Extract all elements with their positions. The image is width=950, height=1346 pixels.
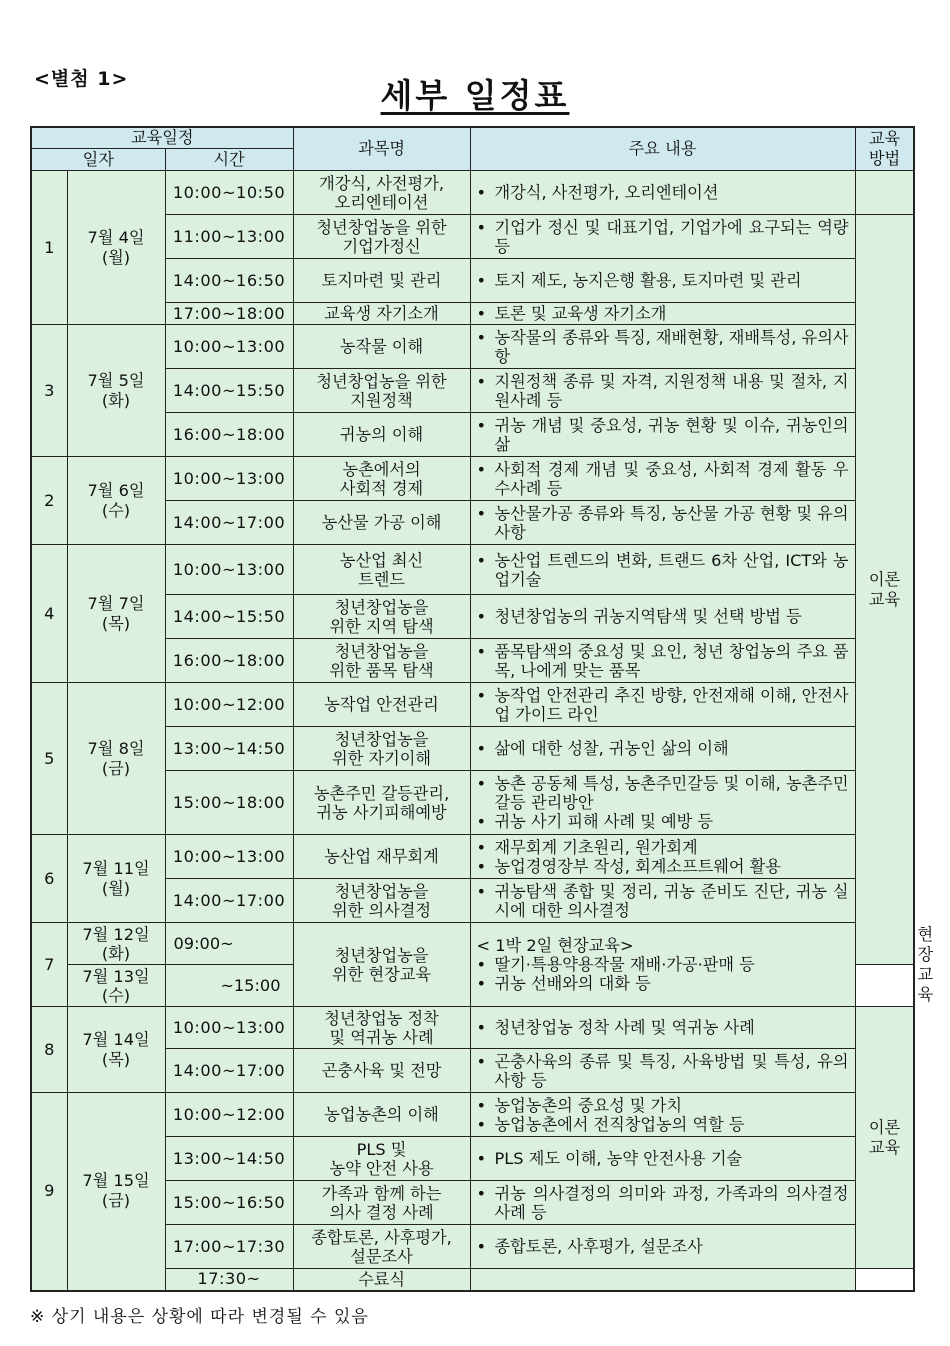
session-time: 16:00~18:00 <box>165 639 293 683</box>
session-time: 17:30~ <box>165 1269 293 1291</box>
bullet-icon: • <box>476 856 487 876</box>
content-text: 농작물의 종류와 특징, 재배현황, 재배특성, 유의사항 <box>494 327 849 366</box>
session-time: 10:00~13:00 <box>165 835 293 879</box>
table-row: 7 7월 12일 (화) 09:00~ 청년창업농을 위한 현장교육 < 1박 2일 현장교육> • 딸기·특용약용작물 재배·가공·판매 등 • 귀농 선배와의 대화 등 현장 교육 <box>31 923 914 965</box>
session-content <box>470 1049 855 1093</box>
session-content <box>470 1225 855 1269</box>
content-item <box>477 1096 849 1115</box>
header-schedule: 교육일정 <box>31 127 293 149</box>
session-time: 10:00~13:00 <box>165 457 293 501</box>
session-content <box>470 639 855 683</box>
content-item <box>477 1184 849 1222</box>
content-text: 종합토론, 사후평가, 설문조사 <box>494 1237 703 1256</box>
content-item <box>477 460 849 498</box>
session-number: 5 <box>31 683 67 835</box>
content-item <box>477 1052 849 1090</box>
session-subject: 농촌주민 갈등관리, 귀농 사기피해예방 <box>293 771 470 835</box>
session-content <box>470 771 855 835</box>
content-text: 농업농촌의 중요성 및 가치 <box>494 1095 682 1115</box>
session-subject: 가족과 함께 하는 의사 결정 사례 <box>293 1181 470 1225</box>
content-text: 농업경영장부 작성, 회계소프트웨어 활용 <box>494 856 781 876</box>
content-text: 지원정책 종류 및 자격, 지원정책 내용 및 절차, 지원사례 등 <box>494 371 849 410</box>
table-row <box>31 457 914 501</box>
session-number: 4 <box>31 545 67 683</box>
session-time: 14:00~17:00 <box>165 1049 293 1093</box>
bullet-icon: • <box>476 1149 487 1168</box>
session-time: 10:00~12:00 <box>165 1093 293 1137</box>
session-subject: 청년창업농을 위한 지역 탐색 <box>293 595 470 639</box>
content-text: 귀농 사기 피해 사례 및 예방 등 <box>494 812 714 831</box>
content-text: 귀농 개념 및 중요성, 귀농 현황 및 이슈, 귀농인의 삶 <box>494 415 849 454</box>
session-time: 13:00~14:50 <box>165 1137 293 1181</box>
content-text: 품목탐색의 중요성 및 요인, 청년 창업농의 주요 품목, 나에게 맞는 품목 <box>494 641 849 680</box>
session-content <box>470 1181 855 1225</box>
content-item <box>477 271 849 290</box>
session-subject: PLS 및 농약 안전 사용 <box>293 1137 470 1181</box>
session-subject: 청년창업농을 위한 지원정책 <box>293 369 470 413</box>
session-subject: 수료식 <box>293 1269 470 1291</box>
header-time: 시간 <box>165 149 293 171</box>
content-text: PLS 제도 이해, 농약 안전사용 기술 <box>494 1149 743 1168</box>
content-title: < 1박 2일 현장교육> <box>476 936 634 955</box>
session-time: 14:00~15:50 <box>165 369 293 413</box>
content-item <box>477 607 849 626</box>
session-content <box>470 501 855 545</box>
page-title: 세부 일정표 <box>380 76 570 115</box>
session-time: 10:00~12:00 <box>165 683 293 727</box>
session-number: 3 <box>31 325 67 457</box>
bullet-icon: • <box>476 1114 487 1134</box>
bullet-icon: • <box>476 271 487 290</box>
session-content <box>470 325 855 369</box>
content-text: 재무회계 기초원리, 원가회계 <box>494 837 698 857</box>
content-text: 사회적 경제 개념 및 중요성, 사회적 경제 활동 우수사례 등 <box>494 459 849 498</box>
session-time: 15:00~18:00 <box>165 771 293 835</box>
session-content <box>470 727 855 771</box>
session-content <box>470 369 855 413</box>
bullet-icon: • <box>476 1237 487 1256</box>
session-subject: 농산물 가공 이해 <box>293 501 470 545</box>
bullet-icon: • <box>476 685 487 705</box>
session-content <box>470 1007 855 1049</box>
content-item <box>477 974 849 993</box>
bullet-icon: • <box>476 304 487 323</box>
content-text: 토론 및 교육생 자기소개 <box>494 304 667 323</box>
session-time: 17:00~17:30 <box>165 1225 293 1269</box>
session-content <box>470 1269 855 1291</box>
method-theory: 이론 교육 <box>855 1007 914 1269</box>
content-text: 귀농 선배와의 대화 등 <box>494 974 651 993</box>
session-time: 17:00~18:00 <box>165 303 293 325</box>
session-subject: 교육생 자기소개 <box>293 303 470 325</box>
session-content <box>470 879 855 923</box>
content-text: 농산물가공 종류와 특징, 농산물 가공 현황 및 유의사항 <box>494 503 849 542</box>
bullet-icon: • <box>476 774 487 793</box>
session-number: 8 <box>31 1007 67 1093</box>
session-date: 7월 12일 (화) <box>67 923 165 965</box>
session-subject: 농산업 재무회계 <box>293 835 470 879</box>
content-item <box>477 739 849 758</box>
session-subject: 청년창업농을 위한 자기이해 <box>293 727 470 771</box>
content-text: 곤충사육의 종류 및 특징, 사육방법 및 특성, 유의사항 등 <box>494 1051 849 1090</box>
session-subject: 청년창업농을 위한 품목 탐색 <box>293 639 470 683</box>
content-item <box>477 1149 849 1168</box>
session-time: 09:00~ <box>165 923 293 965</box>
session-time: 10:00~13:00 <box>165 545 293 595</box>
content-item <box>477 504 849 542</box>
schedule-table <box>30 126 934 1292</box>
session-date: 7월 5일 (화) <box>67 325 165 457</box>
content-item <box>477 882 849 920</box>
content-item <box>477 372 849 410</box>
content-text: 청년창업농의 귀농지역탐색 및 선택 방법 등 <box>494 607 802 626</box>
session-date: 7월 8일 (금) <box>67 683 165 835</box>
header-content: 주요 내용 <box>470 127 855 171</box>
session-time: 14:00~15:50 <box>165 595 293 639</box>
content-item <box>477 642 849 680</box>
content-text: 기업가 정신 및 대표기업, 기업가에 요구되는 역량 등 <box>494 217 849 256</box>
bullet-icon: • <box>476 739 487 758</box>
content-text: 농산업 트렌드의 변화, 트랜드 6차 산업, ICT와 농업기술 <box>494 550 849 589</box>
method-cell-empty <box>855 171 914 215</box>
session-time: 10:00~10:50 <box>165 171 293 215</box>
header-date: 일자 <box>31 149 165 171</box>
session-date: 7월 4일 (월) <box>67 171 165 325</box>
session-content <box>470 545 855 595</box>
table-row <box>31 1093 914 1137</box>
session-content <box>470 923 855 1007</box>
bullet-icon: • <box>476 607 487 626</box>
content-item <box>477 183 849 202</box>
session-subject: 농작물 이해 <box>293 325 470 369</box>
session-content <box>470 413 855 457</box>
content-text: 토지 제도, 농지은행 활용, 토지마련 및 관리 <box>494 271 802 290</box>
content-item <box>477 686 849 724</box>
bullet-icon: • <box>476 881 487 901</box>
session-time: 16:00~18:00 <box>165 413 293 457</box>
content-item <box>477 955 849 974</box>
session-time: 10:00~13:00 <box>165 325 293 369</box>
session-date: 7월 15일 (금) <box>67 1093 165 1291</box>
content-item <box>477 304 849 323</box>
content-item <box>477 328 849 366</box>
bullet-icon: • <box>476 1095 487 1115</box>
session-content <box>470 595 855 639</box>
content-item <box>477 1115 849 1134</box>
attachment-label: <별첨 1> <box>34 68 129 90</box>
bullet-icon: • <box>476 1051 487 1071</box>
session-time: 11:00~13:00 <box>165 215 293 259</box>
bullet-icon: • <box>476 1183 487 1203</box>
session-time: 14:00~16:50 <box>165 259 293 303</box>
session-content <box>470 835 855 879</box>
bullet-icon: • <box>476 217 487 237</box>
content-text: 농촌 공동체 특성, 농촌주민갈등 및 이해, 농촌주민갈등 관리방안 <box>494 774 849 812</box>
session-number: 6 <box>31 835 67 923</box>
session-subject: 청년창업농을 위한 의사결정 <box>293 879 470 923</box>
bullet-icon: • <box>476 415 487 435</box>
session-subject: 농작업 안전관리 <box>293 683 470 727</box>
bullet-icon: • <box>476 459 487 479</box>
table-row <box>31 545 914 595</box>
session-time: 15:00~16:50 <box>165 1181 293 1225</box>
session-number: 7 <box>31 923 67 1007</box>
session-date: 7월 14일 (목) <box>67 1007 165 1093</box>
content-text: 귀농탐색 종합 및 정리, 귀농 준비도 진단, 귀농 실시에 대한 의사결정 <box>494 881 849 920</box>
session-subject: 농산업 최신 트렌드 <box>293 545 470 595</box>
session-time: 14:00~17:00 <box>165 501 293 545</box>
session-number: 2 <box>31 457 67 545</box>
session-subject: 개강식, 사전평가, 오리엔테이션 <box>293 171 470 215</box>
session-content <box>470 457 855 501</box>
session-content <box>470 1093 855 1137</box>
bullet-icon: • <box>476 812 487 831</box>
session-time: 10:00~13:00 <box>165 1007 293 1049</box>
content-item <box>477 812 849 831</box>
session-subject: 토지마련 및 관리 <box>293 259 470 303</box>
session-date: 7월 13일 (수) <box>67 965 165 1007</box>
content-item <box>477 1018 849 1037</box>
bullet-icon: • <box>476 503 487 523</box>
content-item <box>477 774 849 812</box>
bullet-icon: • <box>476 327 487 347</box>
session-subject: 종합토론, 사후평가, 설문조사 <box>293 1225 470 1269</box>
header-method: 교육 방법 <box>855 127 914 171</box>
content-text: 개강식, 사전평가, 오리엔테이션 <box>494 183 719 202</box>
session-subject: 농촌에서의 사회적 경제 <box>293 457 470 501</box>
session-time: 13:00~14:50 <box>165 727 293 771</box>
session-date: 7월 11일 (월) <box>67 835 165 923</box>
bullet-icon: • <box>476 1018 487 1037</box>
content-item <box>477 551 849 589</box>
table-row <box>31 171 914 215</box>
content-text: 딸기·특용약용작물 재배·가공·판매 등 <box>494 955 755 974</box>
content-text: 농업농촌에서 전직창업농의 역할 등 <box>494 1114 745 1134</box>
table-row <box>31 835 914 879</box>
session-time: 14:00~17:00 <box>165 879 293 923</box>
session-number: 1 <box>31 171 67 325</box>
session-date: 7월 6일 (수) <box>67 457 165 545</box>
content-text: 삶에 대한 성찰, 귀농인 삶의 이해 <box>494 739 729 758</box>
session-subject: 청년창업농을 위한 기업가정신 <box>293 215 470 259</box>
content-item <box>477 416 849 454</box>
content-text: 귀농 의사결정의 의미와 과정, 가족과의 의사결정 사례 등 <box>494 1183 849 1222</box>
session-date: 7월 7일 (목) <box>67 545 165 683</box>
bullet-icon: • <box>476 183 487 202</box>
bullet-icon: • <box>476 837 487 857</box>
header-subject: 과목명 <box>293 127 470 171</box>
session-time: ~15:00 <box>165 965 293 1007</box>
session-subject: 곤충사육 및 전망 <box>293 1049 470 1093</box>
bullet-icon: • <box>476 550 487 570</box>
session-subject: 귀농의 이해 <box>293 413 470 457</box>
method-theory: 이론 교육 <box>855 215 914 965</box>
session-subject: 농업농촌의 이해 <box>293 1093 470 1137</box>
content-item <box>477 1237 849 1256</box>
content-text: 청년창업농 정착 사례 및 역귀농 사례 <box>494 1018 755 1037</box>
table-row <box>31 325 914 369</box>
bullet-icon: • <box>476 371 487 391</box>
table-row <box>31 1007 914 1049</box>
session-content <box>470 1137 855 1181</box>
content-text: 농작업 안전관리 추진 방향, 안전재해 이해, 안전사업 가이드 라인 <box>494 685 849 724</box>
content-item <box>477 857 849 876</box>
session-subject: 청년창업농을 위한 현장교육 <box>293 923 470 1007</box>
bullet-icon: • <box>476 641 487 661</box>
session-subject: 청년창업농 정착 및 역귀농 사례 <box>293 1007 470 1049</box>
session-content <box>470 259 855 303</box>
content-item <box>477 218 849 256</box>
session-content <box>470 683 855 727</box>
session-number: 9 <box>31 1093 67 1291</box>
table-row <box>31 683 914 727</box>
session-content <box>470 303 855 325</box>
session-content <box>470 171 855 215</box>
footnote: ※ 상기 내용은 상황에 따라 변경될 수 있음 <box>30 1307 369 1327</box>
bullet-icon: • <box>476 955 487 974</box>
bullet-icon: • <box>476 974 487 993</box>
session-content <box>470 215 855 259</box>
content-item <box>477 838 849 857</box>
